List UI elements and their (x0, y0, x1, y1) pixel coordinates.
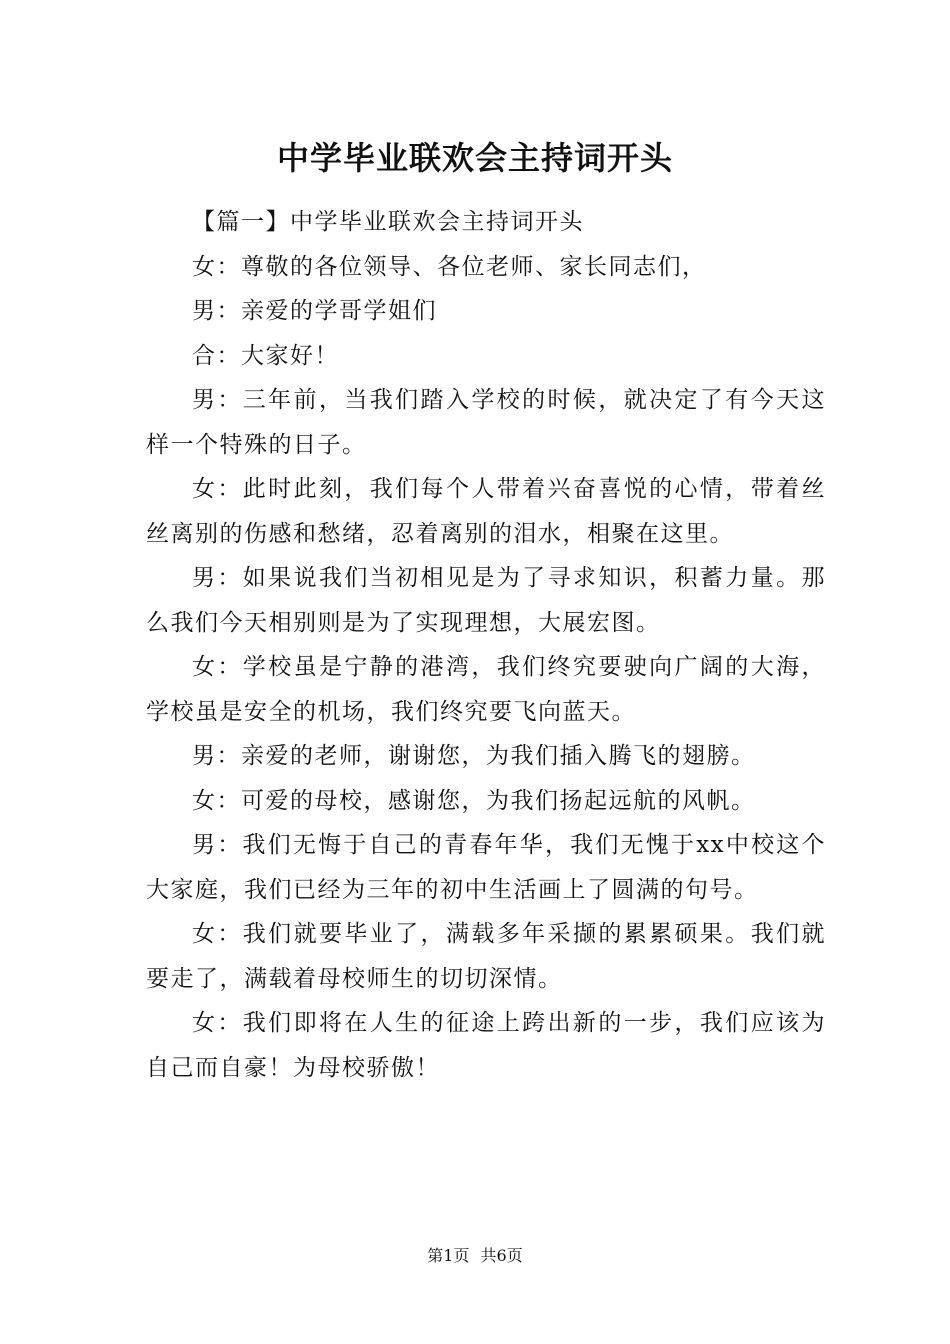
paragraph: 男：我们无悔于自己的青春年华，我们无愧于xx中校这个大家庭，我们已经为三年的初中生活画上了圆满的句号。 (146, 832, 826, 903)
paragraph: 合：大家好！ (192, 342, 339, 369)
paragraph: 女：我们就要毕业了，满载多年采撷的累累硕果。我们就要走了，满载着母校师生的切切深情。 (146, 921, 826, 992)
page-number: 第1页 (427, 1246, 470, 1265)
document-title: 中学毕业联欢会主持词开头 (276, 139, 673, 177)
paragraph: 女：可爱的母校，感谢您，为我们扬起远航的风帆。 (192, 787, 756, 814)
paragraph: 女：我们即将在人生的征途上跨出新的一步，我们应该为自己而自豪！为母校骄傲！ (146, 1010, 826, 1081)
paragraph: 男：亲爱的老师，谢谢您，为我们插入腾飞的翅膀。 (192, 743, 756, 769)
paragraph: 男：三年前，当我们踏入学校的时候，就决定了有今天这样一个特殊的日子。 (146, 387, 826, 458)
document-body (146, 200, 826, 1090)
paragraph: 男：亲爱的学哥学姐们 (192, 298, 437, 324)
paragraph: 女：学校虽是宁静的港湾，我们终究要驶向广阔的大海，学校虽是安全的机场，我们终究要飞向蓝天。 (146, 654, 826, 725)
page-footer (0, 1243, 950, 1266)
paragraph: 男：如果说我们当初相见是为了寻求知识，积蓄力量。那么我们今天相别则是为了实现理想，大展宏图。 (146, 565, 826, 636)
page-total: 共6页 (480, 1246, 523, 1265)
paragraph-heading: 【篇一】中学毕业联欢会主持词开头 (192, 209, 584, 235)
paragraph: 女：此时此刻，我们每个人带着兴奋喜悦的心情，带着丝丝离别的伤感和愁绪，忍着离别的泪水，相聚在这里。 (146, 476, 826, 547)
paragraph: 女：尊敬的各位领导、各位老师、家长同志们， (192, 253, 707, 280)
